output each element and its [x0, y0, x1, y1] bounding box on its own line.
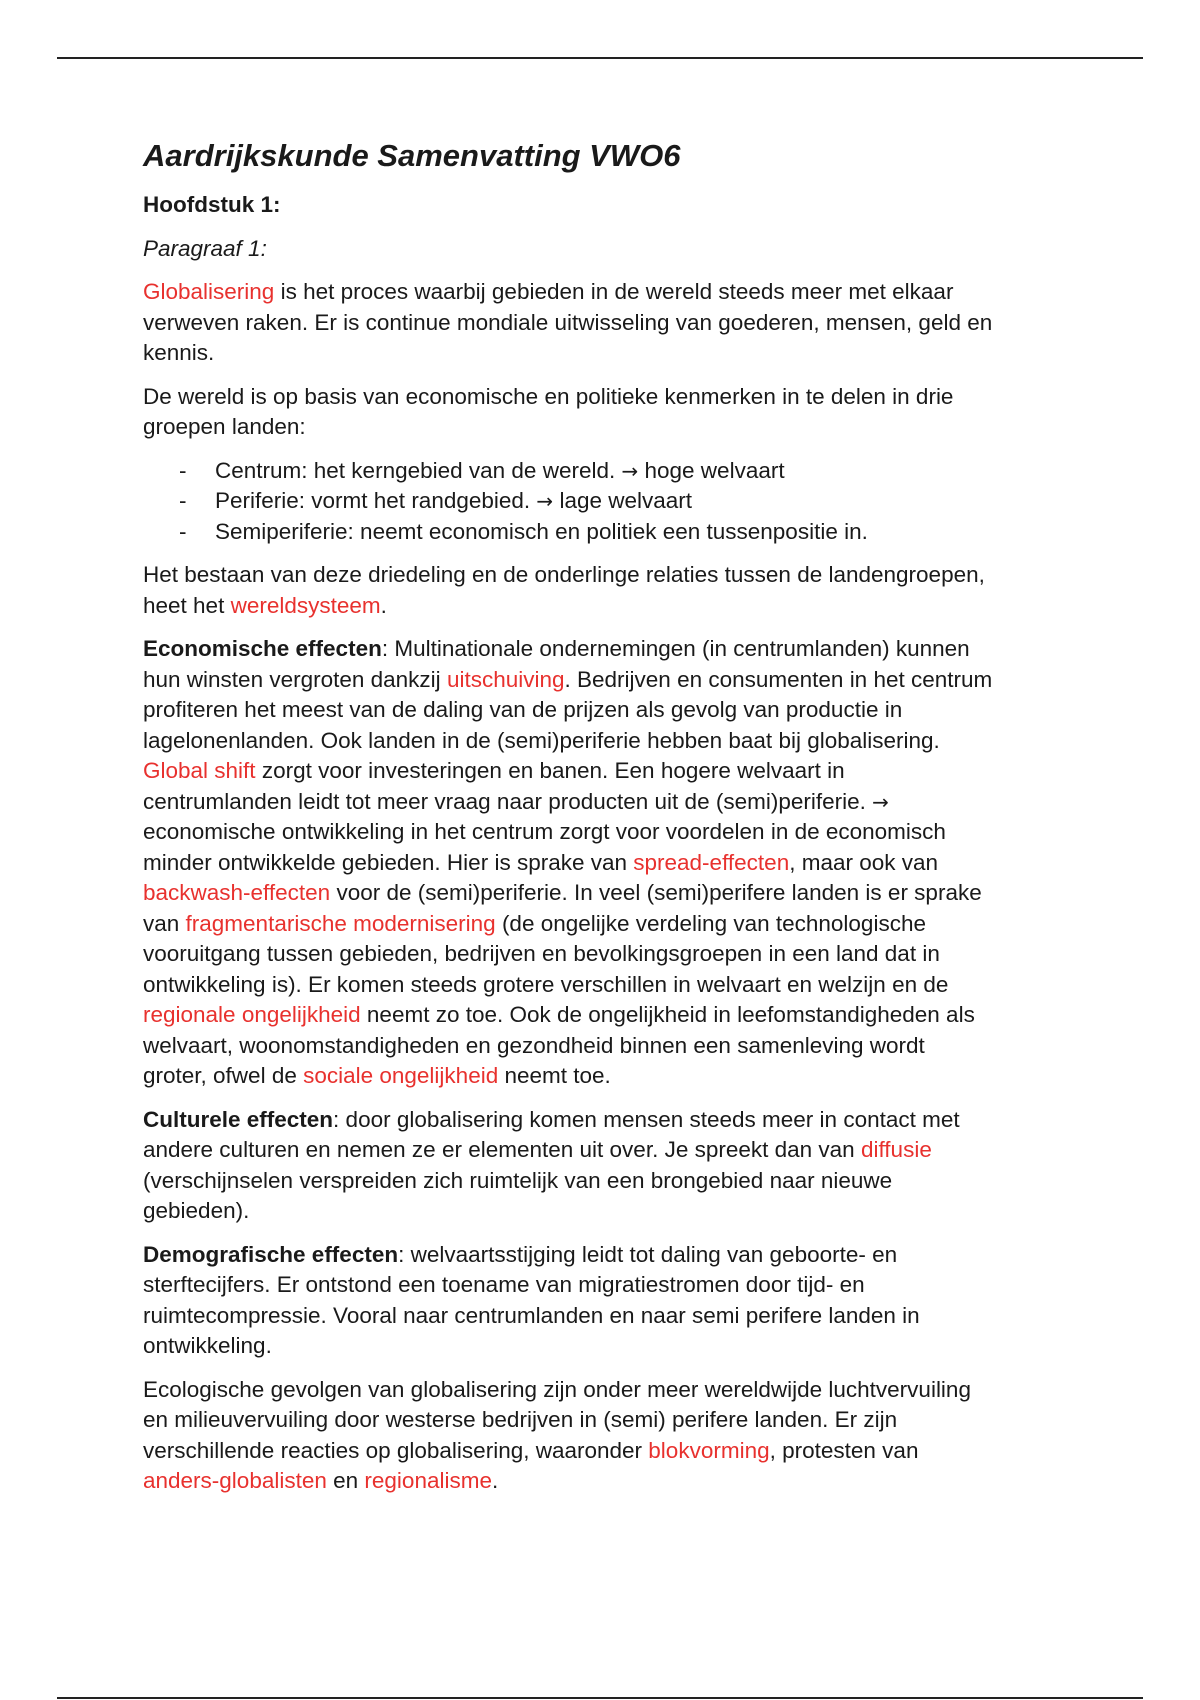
paragraph-wereldsysteem: Het bestaan van deze driedeling en de onderlinge relaties tussen de landengroepen, heet het wereldsysteem. [143, 562, 985, 618]
term-backwash-effecten: backwash-effecten [143, 880, 331, 905]
section-heading-cultureel: Culturele effecten [143, 1106, 334, 1132]
term-wereldsysteem: wereldsysteem [230, 592, 381, 618]
section-heading-economisch: Economische effecten [143, 636, 382, 661]
list-item: - Centrum: het kerngebied van de wereld. → hoge welvaart [179, 457, 785, 483]
arrow-right-icon: → [536, 489, 554, 513]
arrow-right-icon: → [621, 458, 639, 483]
paragraph-culturele-effecten: Culturele effecten: door globalisering komen mensen steeds meer in contact met andere culturen en nemen ze er elementen uit over. Je spreekt dan van diffusie (verschijnselen verspreiden zich ruimtelijk van een brongebied naar nieuwe gebieden). [143, 1106, 960, 1223]
term-diffusie: diffusie [860, 1137, 932, 1162]
paragraph-demografische-effecten: Demografische effecten: welvaartsstijging leidt tot daling van geboorte- en sterftecijfers. Er ontstond een toename van migratiestromen door tijd- en ruimtecompressie. Vooral naar centrumlanden en naar semi perifere landen in ontwikkeling. [143, 1241, 920, 1358]
term-fragmentarische-modernisering: fragmentarische modernisering [185, 910, 496, 936]
term-anders-globalisten: anders-globalisten [143, 1468, 327, 1493]
term-regionalisme: regionalisme [364, 1468, 492, 1493]
list-item: - Periferie: vormt het randgebied. → lage welvaart [179, 488, 693, 513]
term-globalisering: Globalisering [143, 279, 275, 304]
term-blokvorming: blokvorming [648, 1437, 770, 1463]
document-page [143, 136, 1083, 1510]
document-title: Aardrijkskunde Samenvatting VWO6 [143, 138, 681, 173]
term-regionale-ongelijkheid: regionale ongelijkheid [143, 1002, 361, 1027]
chapter-heading: Hoofdstuk 1: [143, 192, 281, 217]
term-spread-effecten: spread-effecten [633, 849, 790, 875]
term-uitschuiving: uitschuiving [446, 666, 565, 692]
paragraph-economische-effecten: Economische effecten: Multinationale ondernemingen (in centrumlanden) kunnen hun winsten vergroten dankzij uitschuiving. Bedrijven en consumenten in het centrum profiteren het meest van de daling van de prijzen als gevolg van productie in lagelonenlanden. Ook landen in de (semi)periferie hebben baat bij globalisering. Global shift zorgt voor investeringen en banen. Een hogere welvaart in centrumlanden leidt tot meer vraag naar producten uit de (semi)periferie. → economische ontwikkeling in het centrum zorgt voor voordelen in de economisch minder ontwikkelde gebieden. Hier is sprake van spread-effecten, maar ook van backwash-effecten voor de (semi)periferie. In veel (semi)perifere landen is er sprake van fragmentarische modernisering (de ongelijke verdeling van technologische vooruitgang tussen gebieden, bedrijven en bevolkingsgroepen in een land dat in ontwikkeling is). Er komen steeds grotere verschillen in welvaart en welzijn en de regionale ongelijkheid neemt zo toe. Ook de ongelijkheid in leefomstandigheden als welvaart, woonomstandigheden en gezondheid binnen een samenleving wordt groter, ofwel de sociale ongelijkheid neemt toe. [143, 636, 993, 1088]
paragraph-ecologische-gevolgen: Ecologische gevolgen van globalisering zijn onder meer wereldwijde luchtvervuiling en milieuvervuiling door westerse bedrijven in (semi) perifere landen. Er zijn verschillende reacties op globalisering, waaronder blokvorming, protesten van anders-globalisten en regionalisme. [143, 1376, 971, 1493]
section-heading-demografisch: Demografische effecten [143, 1241, 399, 1267]
list-item: - Semiperiferie: neemt economisch en politiek een tussenpositie in. [179, 518, 868, 544]
paragraph-heading: Paragraaf 1: [143, 235, 267, 261]
footer-rule [57, 1697, 1143, 1699]
term-sociale-ongelijkheid: sociale ongelijkheid [303, 1063, 499, 1088]
term-global-shift: Global shift [143, 758, 256, 783]
header-rule [57, 57, 1143, 59]
arrow-right-icon: → [872, 789, 889, 814]
bullet-list [143, 456, 1083, 548]
paragraph-globalisering: Globalisering is het proces waarbij gebieden in de wereld steeds meer met elkaar verweven raken. Er is continue mondiale uitwisseling van goederen, mensen, geld en kennis. [143, 279, 993, 365]
paragraph-landengroepen: De wereld is op basis van economische en politieke kenmerken in te delen in drie groepen landen: [143, 383, 954, 439]
